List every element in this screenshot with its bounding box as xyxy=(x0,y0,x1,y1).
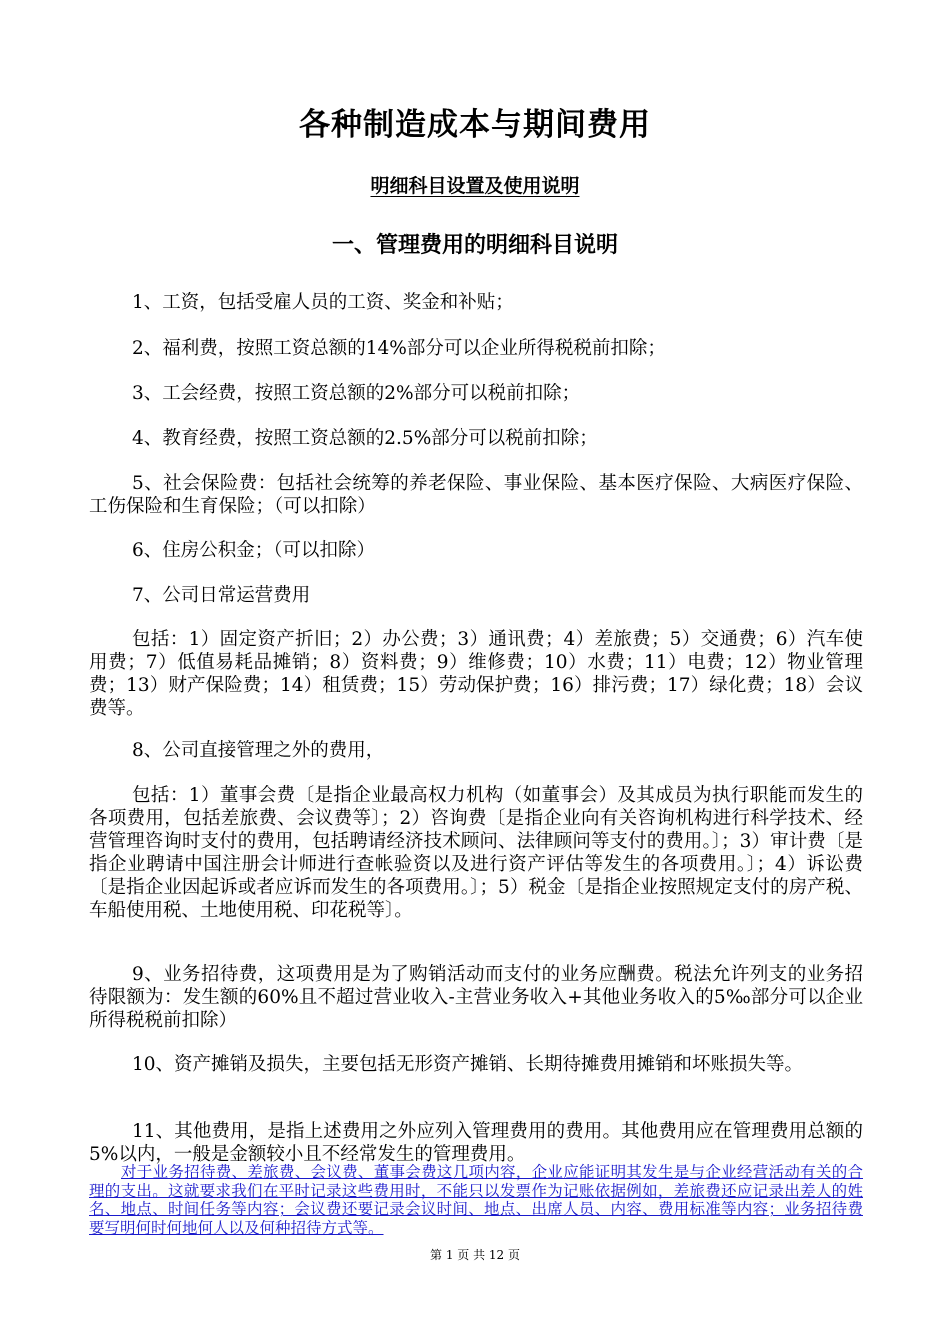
paragraph-11: 11、其他费用，是指上述费用之外应列入管理费用的费用。其他费用应在管理费用总额的5%以内，一般是金额较小且不经常发生的管理费用。 xyxy=(89,1121,863,1165)
subtitle-text: 明细科目设置及使用说明 xyxy=(370,175,580,197)
paragraph-1: 1、工资，包括受雇人员的工资、奖金和补贴； xyxy=(132,292,514,313)
section-heading: 一、管理费用的明细科目说明 xyxy=(331,233,618,258)
paragraph-8: 8、公司直接管理之外的费用， xyxy=(132,740,385,761)
paragraph-6: 6、住房公积金；（可以扣除） xyxy=(132,540,376,561)
paragraph-8-detail: 包括：1）董事会费〔是指企业最高权力机构（如董事会）及其成员为执行职能而发生的各项费用，包括差旅费、会议费等〕；2）咨询费〔是指企业向有关咨询机构进行科学技术、经营管理咨询时支付的费用，包括聘请经济技术顾问、法律顾问等支付的费用。〕；3）审计费〔是指企业聘请中国注册会计师进行查帐验资以及进行资产评估等发生的各项费用。〕；4）诉讼费〔是指企业因起诉或者应诉而发生的各项费用。〕；5）税金〔是指企业按照规定支付的房产税、车船使用税、土地使用税、印花税等〕。 xyxy=(89,785,863,921)
paragraph-7-detail: 包括：1）固定资产折旧；2）办公费；3）通讯费；4）差旅费；5）交通费；6）汽车使用费；7）低值易耗品摊销；8）资料费；9）维修费；10）水费；11）电费；12）物业管理费；13）财产保险费；14）租赁费；15）劳动保护费；16）排污费；17）绿化费；18）会议费等。 xyxy=(89,629,863,719)
paragraph-7: 7、公司日常运营费用 xyxy=(132,585,311,606)
paragraph-4: 4、教育经费，按照工资总额的2.5%部分可以税前扣除； xyxy=(132,428,598,449)
paragraph-3: 3、工会经费，按照工资总额的2%部分可以税前扣除； xyxy=(132,383,581,404)
paragraph-9: 9、业务招待费，这项费用是为了购销活动而支付的业务应酬费。税法允许列支的业务招待限额为：发生额的60%且不超过营业收入-主营业务收入+其他业务收入的5‰部分可以企业所得税税前扣除） xyxy=(89,964,863,1031)
document-title: 各种制造成本与期间费用 xyxy=(299,107,651,143)
paragraph-2: 2、福利费，按照工资总额的14%部分可以企业所得税税前扣除； xyxy=(132,338,666,359)
page-footer: 第 1 页 共 12 页 xyxy=(430,1248,520,1262)
hyperlink-note[interactable]: 对于业务招待费、差旅费、会议费、董事会费这几项内容，企业应能证明其发生是与企业经营活动有关的合理的支出。这就要求我们在平时记录这些费用时，不能只以发票作为记账依据例如，差旅费还应记录出差人的姓名、地点、时间任务等内容；会议费还要记录会议时间、地点、出席人员、内容、费用标准等内容；业务招待费要写明何时何地何人以及何种招待方式等。 xyxy=(89,1163,863,1237)
paragraph-10: 10、资产摊销及损失，主要包括无形资产摊销、长期待摊费用摊销和坏账损失等。 xyxy=(132,1054,804,1075)
document-subtitle xyxy=(0,172,950,200)
paragraph-5: 5、社会保险费：包括社会统筹的养老保险、事业保险、基本医疗保险、大病医疗保险、工伤保险和生育保险；（可以扣除） xyxy=(89,473,863,517)
